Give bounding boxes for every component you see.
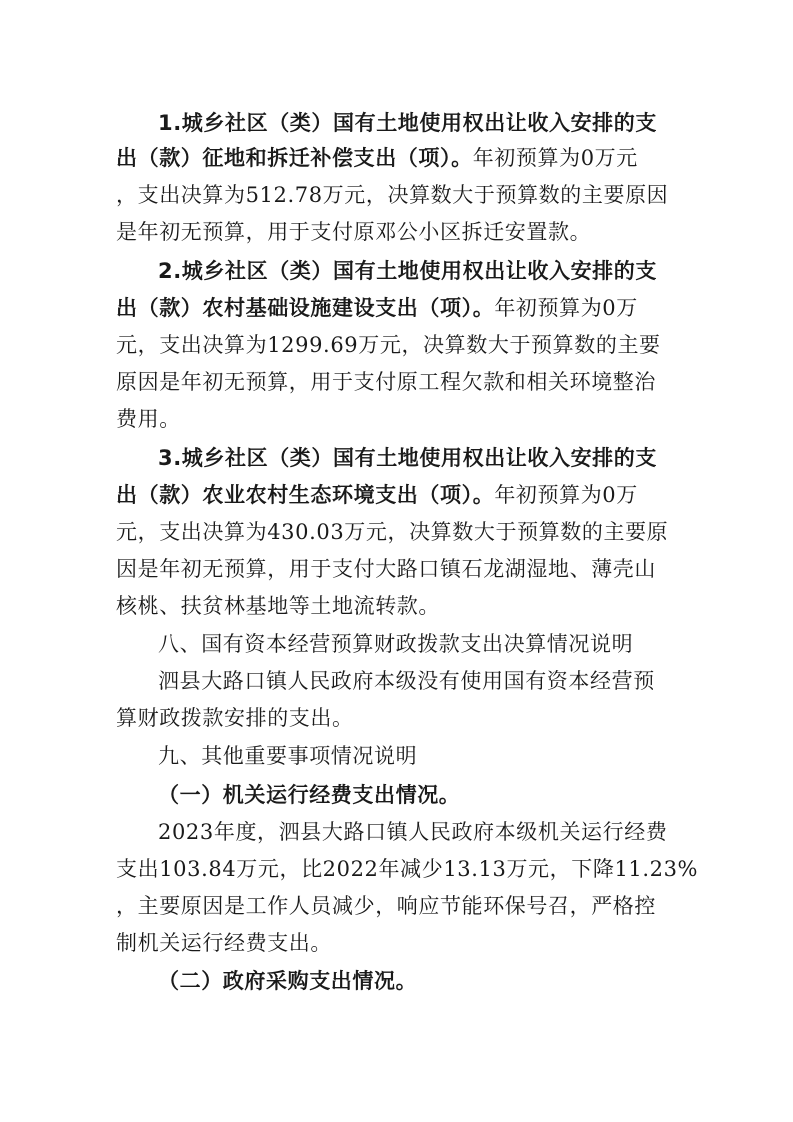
- p2-line-2: [116, 293, 638, 323]
- p4-line-2: [116, 703, 354, 733]
- p5-line-4: [116, 928, 332, 958]
- p3-line-4-text: 因是年初无预算，用于支付大路口镇石龙湖湿地、薄壳山: [116, 557, 656, 581]
- p3-line-5: [116, 591, 440, 621]
- p3-line-5-text: 核桃、扶贫林基地等土地流转款。: [116, 594, 440, 618]
- p2-line-1: [158, 256, 657, 286]
- p2-line-3-text: 元，支出决算为1299.69万元，决算数大于预算数的主要: [116, 333, 661, 357]
- p1-line-1-bold: 1.城乡社区（类）国有土地使用权出让收入安排的支: [158, 111, 657, 135]
- p4-line-1: [158, 666, 655, 696]
- p2-line-4-text: 原因是年初无预算，用于支付原工程欠款和相关环境整治: [116, 370, 656, 394]
- p4-line-2-text: 算财政拨款安排的支出。: [116, 706, 354, 730]
- p1-line-2-text: 年初预算为0万元: [472, 146, 638, 170]
- p1-line-4-text: 是年初无预算，用于支付原邓公小区拆迁安置款。: [116, 220, 592, 244]
- subheading-9-1: [158, 780, 460, 810]
- p3-line-2-text: 年初预算为0万: [494, 483, 638, 507]
- p2-line-2-text: 年初预算为0万: [494, 296, 638, 320]
- p3-line-4: [116, 554, 656, 584]
- p1-line-4: [116, 217, 591, 247]
- p5-line-2-text: 支出103.84万元，比2022年减少13.13万元，下降11.23%: [116, 857, 699, 881]
- p1-line-2: [116, 143, 638, 173]
- p1-line-3: [116, 180, 668, 210]
- p5-line-2: [116, 854, 698, 884]
- p5-line-3-text: ，主要原因是工作人员减少，响应节能环保号召，严格控: [116, 894, 656, 918]
- p3-line-2: [116, 480, 638, 510]
- p1-line-3-text: ，支出决算为512.78万元，决算数大于预算数的主要原因: [116, 183, 669, 207]
- p3-line-1-bold: 3.城乡社区（类）国有土地使用权出让收入安排的支: [158, 446, 657, 470]
- subheading-9-1-text: （一）机关运行经费支出情况。: [158, 783, 461, 807]
- p3-line-3-text: 元，支出决算为430.03万元，决算数大于预算数的主要原: [116, 520, 669, 544]
- p2-line-5-text: 费用。: [116, 407, 181, 431]
- p2-line-4: [116, 367, 656, 397]
- p5-line-1-text: 2023年度，泗县大路口镇人民政府本级机关运行经费: [158, 820, 668, 844]
- section-heading-8: [158, 629, 633, 659]
- p2-line-3: [116, 330, 661, 360]
- p5-line-4-text: 制机关运行经费支出。: [116, 931, 332, 955]
- p3-line-3: [116, 517, 668, 547]
- p2-line-5: [116, 404, 181, 434]
- section-heading-8-text: 八、国有资本经营预算财政拨款支出决算情况说明: [158, 632, 634, 656]
- p3-line-1: [158, 443, 657, 473]
- subheading-9-2: [158, 966, 417, 996]
- p3-line-2-bold: 出（款）农业农村生态环境支出（项）。: [116, 483, 495, 507]
- p1-line-1: [158, 108, 657, 138]
- p2-line-2-bold: 出（款）农村基础设施建设支出（项）。: [116, 296, 495, 320]
- section-heading-9-text: 九、其他重要事项情况说明: [158, 744, 418, 768]
- p5-line-3: [116, 891, 656, 921]
- p5-line-1: [158, 817, 667, 847]
- p4-line-1-text: 泗县大路口镇人民政府本级没有使用国有资本经营预: [158, 669, 655, 693]
- subheading-9-2-text: （二）政府采购支出情况。: [158, 969, 418, 993]
- p2-line-1-bold: 2.城乡社区（类）国有土地使用权出让收入安排的支: [158, 259, 657, 283]
- p1-line-2-bold: 出（款）征地和拆迁补偿支出（项）。: [116, 146, 473, 170]
- section-heading-9: [158, 741, 417, 771]
